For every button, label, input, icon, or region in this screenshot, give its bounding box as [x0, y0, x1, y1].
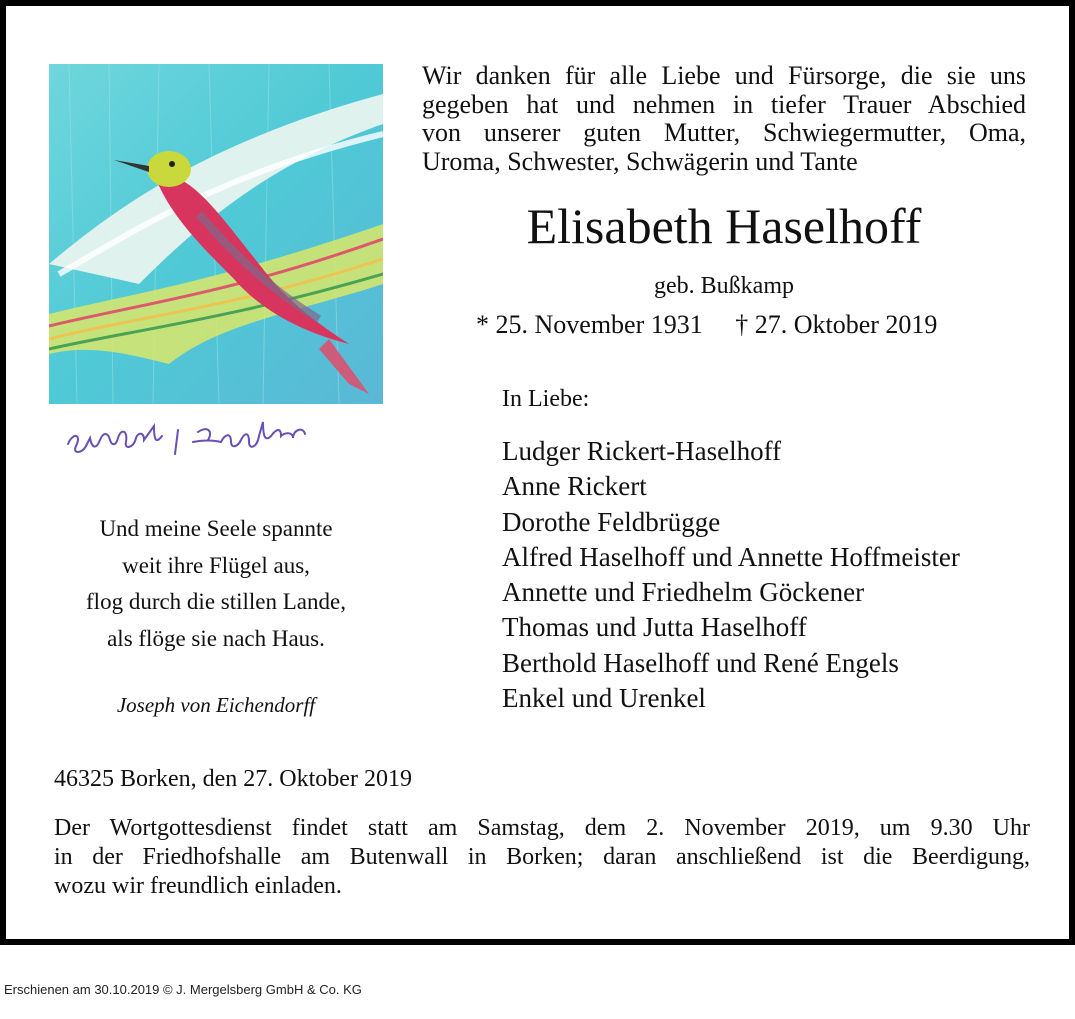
service-info [54, 814, 1030, 901]
life-dates: * 25. November 1931 † 27. Oktober 2019 [476, 310, 938, 339]
mourner: Ludger Rickert-Haselhoff [502, 436, 782, 466]
mourners-list [502, 434, 960, 716]
mourner: Dorothe Feldbrügge [502, 506, 721, 537]
poem-line: als flöge sie nach Haus. [107, 625, 325, 651]
signature-icon [58, 414, 373, 469]
mourner: Anne Rickert [502, 471, 647, 502]
publication-footer: Erschienen am 30.10.2019 © J. Mergelsberg GmbH & Co. KG [4, 982, 362, 997]
intro-text [422, 62, 1026, 176]
poem [49, 511, 383, 657]
intro-line: gegeben hat und nehmen in tiefer Trauer Abschied [422, 89, 1026, 119]
service-line: Der Wortgottesdienst findet statt am Samstag, dem 2. November 2019, um 9.30 Uhr [54, 815, 1030, 841]
intro-line: Wir danken für alle Liebe und Fürsorge, die sie uns [422, 61, 1026, 90]
mourner: Thomas und Jutta Haselhoff [502, 612, 807, 643]
intro-line: von unserer guten Mutter, Schwiegermutter, Oma, [422, 118, 1026, 147]
mourner: Alfred Haselhoff und Annette Hoffmeister [502, 541, 960, 572]
poem-line: weit ihre Flügel aus, [122, 552, 310, 578]
deceased-name: Elisabeth Haselhoff [526, 198, 922, 254]
poem-author: Joseph von Eichendorff [116, 693, 316, 717]
mourner: Berthold Haselhoff und René Engels [502, 647, 899, 678]
intro-line: Uroma, Schwester, Schwägerin und Tante [422, 146, 858, 176]
hummingbird-icon [49, 64, 383, 404]
in-love-label: In Liebe: [502, 386, 590, 412]
service-line: in der Friedhofshalle am Butenwall in Borken; daran anschließend ist die Beerdigung, [54, 844, 1030, 870]
place-date: 46325 Borken, den 27. Oktober 2019 [54, 766, 412, 792]
maiden-name: geb. Bußkamp [654, 273, 794, 299]
mourner: Annette und Friedhelm Göckener [502, 577, 865, 608]
mourner: Enkel und Urenkel [502, 683, 706, 714]
service-line: wozu wir freundlich einladen. [54, 873, 342, 899]
poem-line: flog durch die stillen Lande, [86, 589, 346, 614]
hummingbird-painting [49, 64, 383, 404]
poem-line: Und meine Seele spannte [99, 516, 333, 541]
signature [58, 414, 373, 469]
